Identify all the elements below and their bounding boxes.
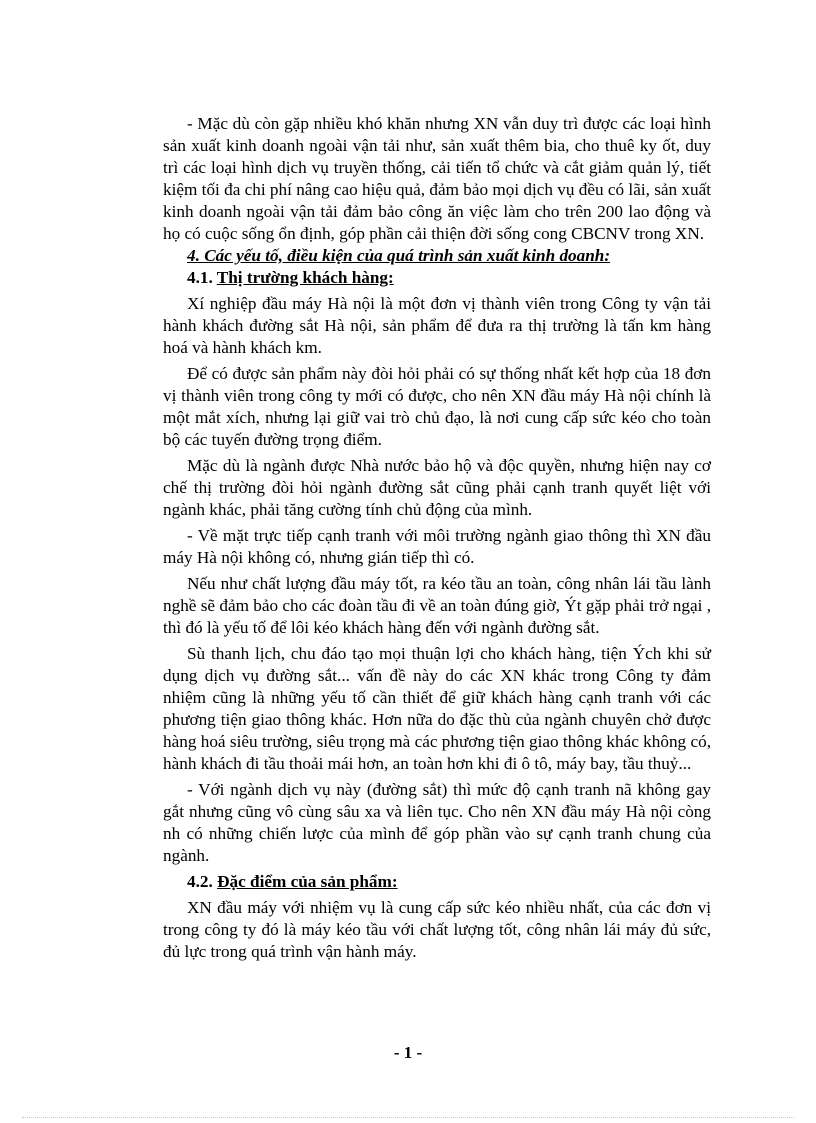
section-number: 4.2. — [187, 872, 218, 891]
paragraph: - Mặc dù còn gặp nhiều khó khăn nhưng XN vẫn duy trì được các loại hình sản xuất kinh doanh ngoài vận tải như, sản xuất thêm bia, cho thuê ky ốt, duy trì các loại hình dịch vụ truyền thống, cải tiến tổ chức và cắt giảm quản lý, tiết kiệm tối đa chi phí nâng cao hiệu quả, đảm bảo mọi dịch vụ đều có lãi, sản xuất kinh doanh ngoài vận tải đảm bảo công ăn việc làm cho trên 200 lao động và họ có cuộc sống ổn định, góp phần cải thiện đời sống cong CBCNV trong XN. — [163, 114, 711, 243]
section-heading-4-1 — [163, 267, 711, 289]
page-bottom-divider — [22, 1117, 794, 1118]
page-number: - 1 - — [393, 1043, 423, 1062]
paragraph: Mặc dù là ngành được Nhà nước bảo hộ và độc quyền, nhưng hiện nay cơ chế thị trường đòi hỏi ngành đường sắt cũng phải cạnh tranh quyết liệt với ngành khác, phải tăng cường tính chủ động của mình. — [163, 456, 711, 519]
paragraph: Sù thanh lịch, chu đáo tạo mọi thuận lợi cho khách hàng, tiện Ých khi sử dụng dịch vụ đường sắt... vấn đề này do các XN khác trong Công ty đảm nhiệm cũng là những yếu tố cần thiết để giữ khách hàng cạnh tranh với các phương tiện giao thông khác. Hơn nữa do đặc thù của ngành chuyên chở được hàng hoá siêu trường, siêu trọng mà các phương tiện giao thông khác không có, hành khách đi tầu thoải mái hơn, an toàn hơn khi đi ô tô, máy bay, tầu thuỷ... — [163, 644, 711, 773]
paragraph: XN đầu máy với nhiệm vụ là cung cấp sức kéo nhiều nhất, của các đơn vị trong công ty đó là máy kéo tầu với chất lượng tốt, công nhân lái máy đủ sức, đủ lực trong quá trình vận hành máy. — [163, 898, 711, 961]
paragraph: Để có được sản phẩm này đòi hỏi phải có sự thống nhất kết hợp của 18 đơn vị thành viên trong công ty mới có được, cho nên XN đầu máy Hà nội chính là một mắt xích, nhưng lại giữ vai trò chủ đạo, là nơi cung cấp sức kéo cho toàn bộ các tuyến đường trọng điểm. — [163, 364, 711, 449]
document-body — [163, 113, 711, 967]
section-title: Thị trường khách hàng: — [216, 268, 394, 287]
paragraph: - Về mặt trực tiếp cạnh tranh với môi trường ngành giao thông thì XN đầu máy Hà nội không có, nhưng gián tiếp thì có. — [163, 526, 711, 567]
section-heading-4-2 — [163, 871, 711, 893]
section-title: Đặc điểm của sản phẩm: — [217, 872, 398, 891]
section-heading-4: 4. Các yếu tố, điều kiện của quá trình sản xuất kinh doanh: — [187, 246, 611, 265]
section-number: 4.1. — [187, 268, 217, 287]
paragraph: Xí nghiệp đầu máy Hà nội là một đơn vị thành viên trong Công ty vận tải hành khách đường sắt Hà nội, sản phẩm để đưa ra thị trường là tấn km hàng hoá và hành khách km. — [163, 294, 711, 357]
paragraph: Nếu như chất lượng đầu máy tốt, ra kéo tầu an toàn, công nhân lái tầu lành nghề sẽ đảm bảo cho các đoàn tầu đi về an toàn đúng giờ, Ýt gặp phải trở ngại , thì đó là yếu tố để lôi kéo khách hàng đến với ngành đường sắt. — [163, 574, 711, 637]
paragraph: - Với ngành dịch vụ này (đường sắt) thì mức độ cạnh tranh nã không gay gắt nhưng cũng vô cùng sâu xa và liên tục. Cho nên XN đầu máy Hà nội còng nh có những chiến lược của mình để góp phần vào sự cạnh tranh chung của ngành. — [163, 780, 711, 865]
